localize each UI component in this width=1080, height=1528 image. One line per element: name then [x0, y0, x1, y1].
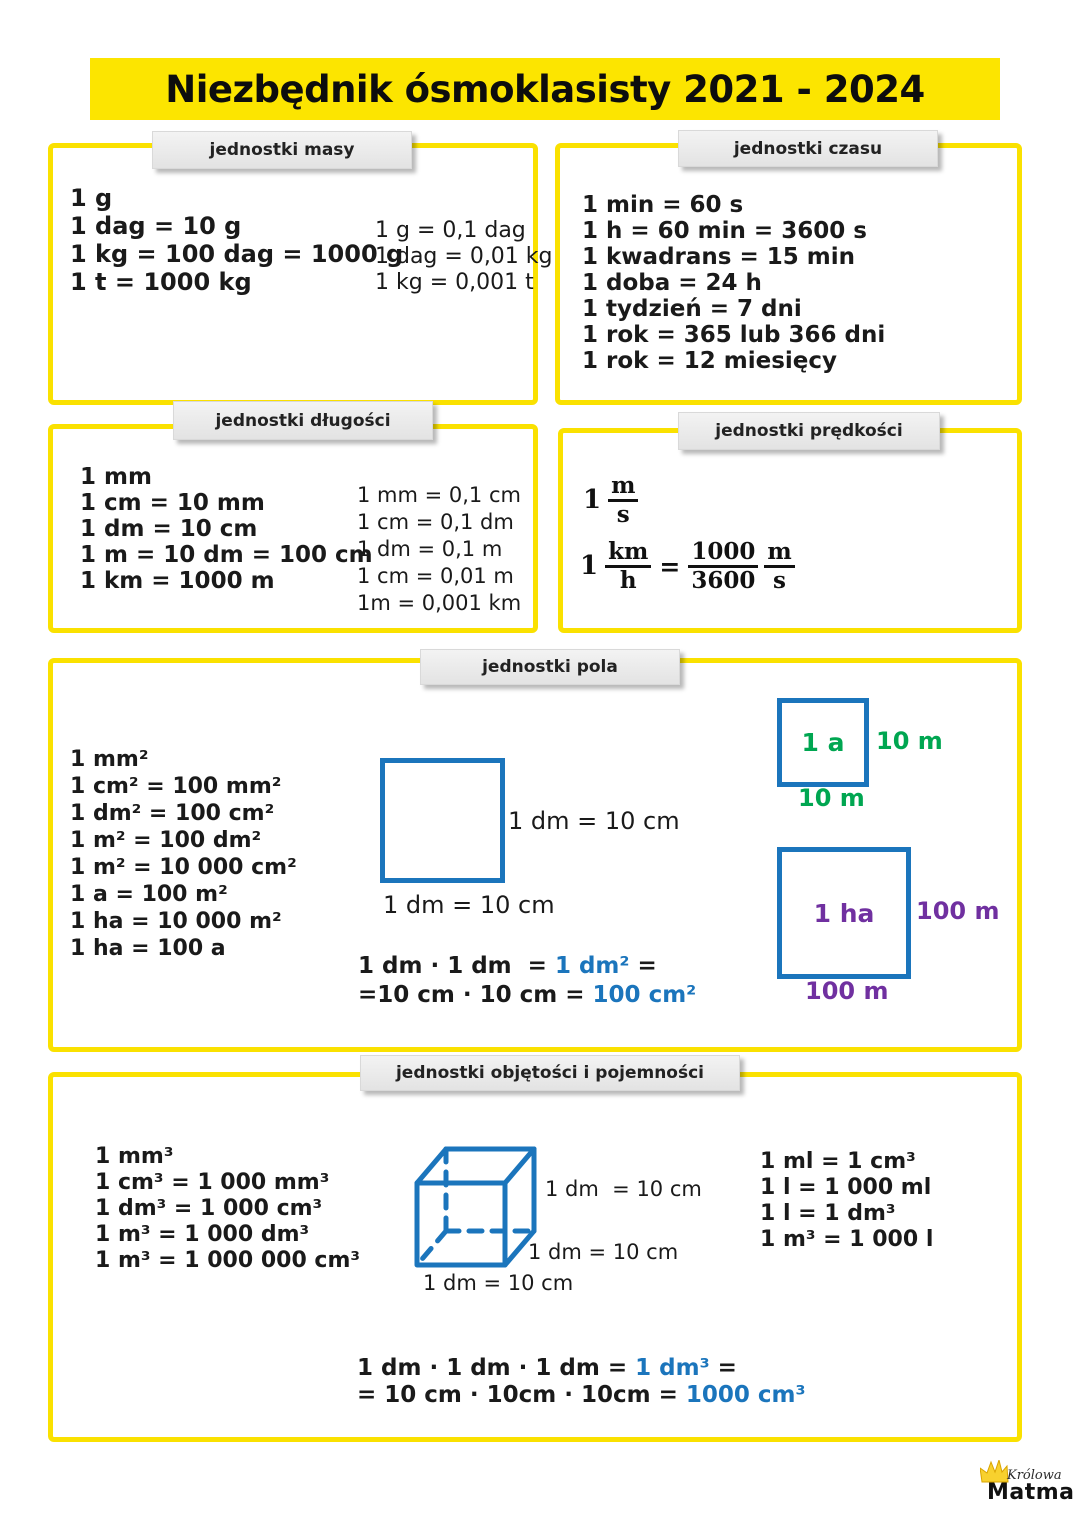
text-line: 1 dm³ = 1 000 cm³: [95, 1196, 323, 1221]
text-line: 1 h = 60 min = 3600 s: [582, 218, 867, 244]
text-line: 1 dag = 0,01 kg: [375, 244, 553, 269]
time-list: [582, 192, 885, 374]
denominator: h: [619, 566, 637, 594]
brand-logo: [980, 1460, 1075, 1515]
text-line: 1 m³ = 1 000 000 cm³: [95, 1248, 361, 1273]
text-line: 1 dm² = 100 cm²: [70, 801, 275, 826]
text-line: 1 cm³ = 1 000 mm³: [95, 1170, 330, 1195]
logo-script-text: Królowa: [1007, 1468, 1062, 1483]
section-time-box: [555, 143, 1022, 405]
cube-diagram: [405, 1140, 555, 1290]
dm-square-right-label: 1 dm = 10 cm: [508, 807, 680, 835]
tab-jednostki-masy: [152, 131, 412, 169]
text-line: 1 g: [70, 184, 113, 212]
text-line: 1 ha = 100 a: [70, 936, 226, 961]
text-line: 1 dm = 10 cm: [80, 516, 258, 542]
text-line: 1 kwadrans = 15 min: [582, 244, 855, 270]
volume-formula: [357, 1355, 806, 1409]
fraction-km-h: [605, 539, 651, 594]
text-line: 1 rok = 12 miesięcy: [582, 348, 837, 374]
text-line: 1 m³ = 1 000 l: [760, 1227, 934, 1252]
formula-part: =: [709, 1355, 737, 1381]
text-line: 1 mm³: [95, 1144, 174, 1169]
formula-part-blue: 100 cm²: [592, 982, 697, 1008]
hectare-square-right-label: 100 m: [916, 897, 1000, 925]
text-line: 1 cm = 10 mm: [80, 490, 265, 516]
page-title: Niezbędnik ósmoklasisty 2021 - 2024: [165, 67, 925, 111]
area-list: [70, 746, 297, 962]
tab-jednostki-dlugosci: [173, 401, 433, 440]
section-length-box: [48, 424, 538, 633]
formula-part: =10 cm · 10 cm =: [358, 982, 593, 1008]
tab-label: jednostki masy: [209, 140, 355, 160]
text-line: 1 g = 0,1 dag: [375, 218, 526, 243]
text-line: 1 ml = 1 cm³: [760, 1149, 916, 1174]
formula-part: 1 dm · 1 dm =: [358, 953, 555, 979]
hectare-square-diagram: [777, 847, 911, 979]
text-line: 1 cm² = 100 mm²: [70, 774, 282, 799]
capacity-list: [760, 1149, 933, 1253]
formula-part: = 10 cm · 10cm · 10cm =: [357, 1382, 686, 1408]
equals-sign: =: [659, 551, 681, 581]
text-line: 1 dag = 10 g: [70, 212, 242, 240]
text-line: 1 m³ = 1 000 dm³: [95, 1222, 310, 1247]
tab-jednostki-czasu: [678, 130, 938, 167]
formula-line: [358, 952, 696, 981]
fraction-m-s: [764, 539, 794, 594]
section-volume-box: [48, 1072, 1022, 1442]
volume-list: [95, 1144, 360, 1274]
ar-square-bottom-label: 10 m: [798, 784, 865, 812]
text-line: 1 m² = 10 000 cm²: [70, 855, 297, 880]
text-line: 1 dm = 0,1 m: [357, 537, 503, 561]
text-line: 1 mm²: [70, 747, 149, 772]
ar-square-right-label: 10 m: [876, 727, 943, 755]
tab-label: jednostki objętości i pojemności: [395, 1063, 705, 1083]
fraction-m-s: [608, 473, 638, 528]
dm-square-diagram: [380, 758, 505, 883]
text-line: 1m = 0,001 km: [357, 591, 522, 615]
formula-line: [358, 981, 696, 1010]
text-line: 1 rok = 365 lub 366 dni: [582, 322, 886, 348]
text-line: 1 l = 1 dm³: [760, 1201, 896, 1226]
area-formula: [358, 952, 696, 1010]
section-mass-box: [48, 143, 553, 405]
text-line: 1 t = 1000 kg: [70, 268, 252, 296]
length-basic-list: [80, 464, 373, 594]
ar-square-label: 1 a: [801, 728, 845, 757]
formula-part-blue: 1000 cm³: [685, 1382, 806, 1408]
mass-basic-list: [70, 184, 403, 296]
tab-jednostki-objetosci: [360, 1055, 740, 1091]
text-line: 1 doba = 24 h: [582, 270, 762, 296]
text-line: 1 kg = 0,001 t: [375, 270, 534, 295]
denominator: s: [773, 566, 786, 594]
text-line: 1 ha = 10 000 m²: [70, 909, 282, 934]
cube-depth-label: 1 dm = 10 cm: [528, 1240, 679, 1264]
formula-part-blue: 1 dm³: [635, 1355, 710, 1381]
section-area-box: [48, 658, 1022, 1052]
text-line: 1 cm = 0,01 m: [357, 564, 514, 588]
text-line: 1 m² = 100 dm²: [70, 828, 262, 853]
title-banner: [90, 58, 1000, 120]
tab-label: jednostki prędkości: [715, 421, 903, 441]
cube-height-label: 1 dm = 10 cm: [545, 1177, 702, 1201]
text-line: 1 a = 100 m²: [70, 882, 228, 907]
tab-label: jednostki długości: [215, 410, 391, 431]
ar-square-diagram: [777, 698, 869, 787]
section-speed-box: [558, 428, 1022, 633]
formula-line: [357, 1382, 806, 1409]
formula-part: =: [629, 953, 657, 979]
formula-part: 1 dm · 1 dm · 1 dm =: [357, 1355, 636, 1381]
text-line: 1 mm: [80, 464, 152, 490]
numerator: m: [608, 473, 638, 502]
speed-km-per-h-conversion: [580, 539, 795, 594]
fraction-1000-3600: [688, 539, 758, 594]
dm-square-bottom-label: 1 dm = 10 cm: [383, 891, 555, 919]
numerator: 1000: [688, 539, 758, 568]
text-line: 1 min = 60 s: [582, 192, 744, 218]
speed-m-per-s: [583, 473, 638, 528]
tab-label: jednostki pola: [482, 657, 618, 677]
mass-decimal-list: [375, 218, 553, 296]
text-line: 1 l = 1 000 ml: [760, 1175, 932, 1200]
text-line: 1 km = 1000 m: [80, 568, 275, 594]
hectare-square-bottom-label: 100 m: [805, 977, 889, 1005]
formula-part-blue: 1 dm²: [554, 953, 630, 979]
logo-brand-text: Matma: [987, 1480, 1075, 1505]
text-line: 1 tydzień = 7 dni: [582, 296, 802, 322]
text-line: 1 kg = 100 dag = 1000 g: [70, 240, 404, 268]
tab-jednostki-pola: [420, 649, 680, 685]
tab-label: jednostki czasu: [733, 138, 883, 159]
coefficient: 1: [580, 551, 599, 582]
coefficient: 1: [583, 485, 602, 516]
denominator: s: [616, 500, 630, 528]
hectare-square-label: 1 ha: [813, 898, 875, 928]
cube-width-label: 1 dm = 10 cm: [423, 1271, 574, 1295]
numerator: km: [605, 539, 651, 568]
numerator: m: [764, 539, 794, 568]
length-decimal-list: [357, 482, 521, 617]
text-line: 1 mm = 0,1 cm: [357, 483, 521, 507]
tab-jednostki-predkosci: [678, 412, 940, 450]
denominator: 3600: [691, 566, 756, 594]
text-line: 1 cm = 0,1 dm: [357, 510, 514, 534]
text-line: 1 m = 10 dm = 100 cm: [80, 542, 373, 568]
formula-line: [357, 1355, 806, 1382]
